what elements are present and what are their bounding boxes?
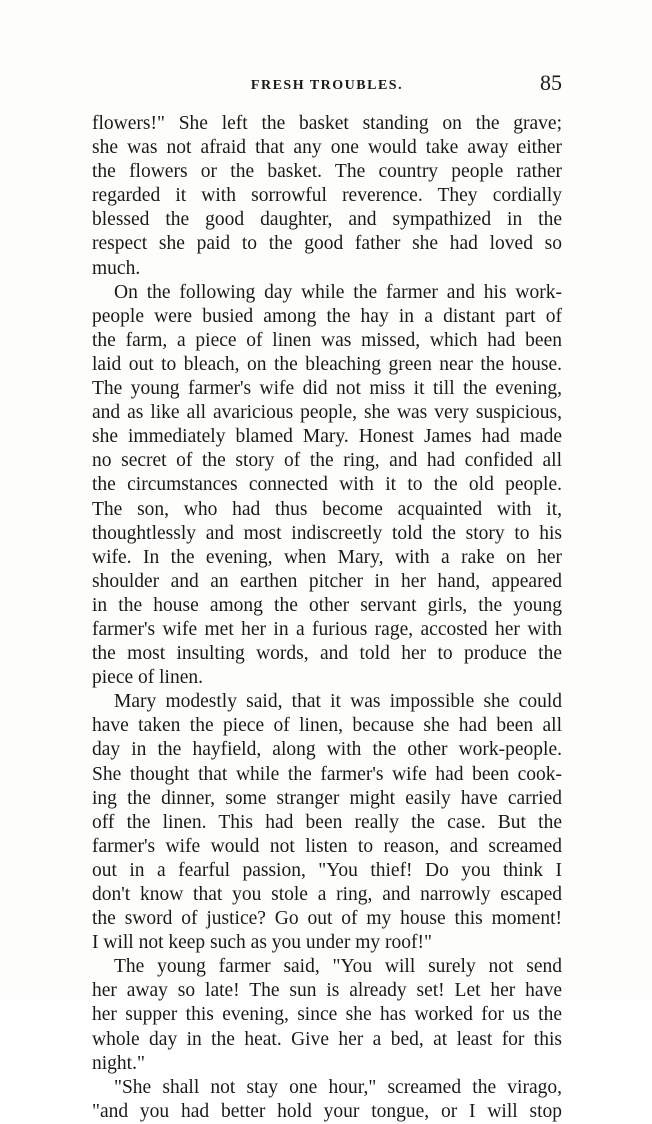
text-line: On the following day while the farmer and his work- (114, 281, 562, 303)
page-header (92, 70, 562, 96)
text-line: The young farmer said, "You will surely not send (114, 956, 562, 978)
text-line: thoughtlessly and most indiscreetly told the story to his (92, 522, 562, 544)
text-line: regarded it with sorrowful reverence. They cordially (92, 185, 562, 207)
text-line: She thought that while the farmer's wife had been cook- (92, 763, 562, 785)
text-line: she immediately blamed Mary. Honest James had made (92, 426, 562, 448)
text-line: The son, who had thus become acquainted with it, (92, 498, 562, 520)
text-line: the flowers or the basket. The country people rather (92, 161, 562, 183)
paragraph (92, 281, 562, 691)
text-line: I will not keep such as you under my roof!" (92, 932, 432, 954)
running-head: FRESH TROUBLES. (250, 78, 404, 93)
text-line: wife. In the evening, when Mary, with a rake on her (92, 546, 562, 568)
text-line: people were busied among the hay in a distant part of (92, 305, 562, 327)
text-line: respect she paid to the good father she had loved so (92, 233, 562, 255)
text-line: blessed the good daughter, and sympathized in the (92, 209, 562, 231)
text-line: no secret of the story of the ring, and had confided all (92, 450, 562, 472)
text-line: don't know that you stole a ring, and narrowly escaped (92, 884, 562, 905)
text-line: much. (92, 257, 141, 279)
text-line: out in a fearful passion, "You thief! Do you think I (92, 859, 562, 881)
text-line: The young farmer's wife did not miss it till the evening, (92, 378, 562, 400)
paragraph (92, 690, 562, 955)
text-line: whole day in the heat. Give her a bed, at least for this (92, 1028, 562, 1050)
body-text (92, 112, 562, 1124)
paragraph (92, 955, 562, 1075)
paragraph (92, 112, 562, 281)
text-line: farmer's wife would not listen to reason, and screamed (92, 835, 562, 857)
paragraph (92, 1076, 562, 1124)
text-line: shoulder and an earthen pitcher in her hand, appeared (92, 570, 562, 592)
page-number: 85 (540, 70, 562, 95)
text-line: her away so late! The sun is already set! Let her have (92, 980, 562, 1002)
text-line: farmer's wife met her in a furious rage, accosted her with (92, 618, 562, 640)
text-line: the sword of justice? Go out of my house this moment! (92, 908, 562, 930)
text-line: off the linen. This had been really the case. But the (92, 811, 562, 833)
text-line: she was not afraid that any one would take away either (92, 137, 562, 159)
text-line: have taken the piece of linen, because she had been all (92, 715, 562, 737)
text-line: the farm, a piece of linen was missed, which had been (92, 329, 562, 351)
text-line: in the house among the other servant girls, the young (92, 594, 562, 616)
text-line: and as like all avaricious people, she was very suspicious, (92, 402, 562, 424)
text-line: the circumstances connected with it to the old people. (92, 474, 562, 496)
text-line: "She shall not stay one hour," screamed the virago, (114, 1076, 562, 1098)
text-line: night." (92, 1052, 145, 1074)
text-line: piece of linen. (92, 667, 203, 689)
text-line: day in the hayfield, along with the other work-people. (92, 739, 562, 761)
text-line: "and you had better hold your tongue, or I will stop (92, 1100, 562, 1122)
text-line: the most insulting words, and told her to produce the (92, 643, 562, 665)
text-line: laid out to bleach, on the bleaching green near the house. (92, 353, 562, 375)
text-line: her supper this evening, since she has worked for us the (92, 1004, 562, 1026)
text-line: flowers!" She left the basket standing on the grave; (92, 113, 562, 134)
text-line: Mary modestly said, that it was impossible she could (114, 691, 562, 713)
text-line: ing the dinner, some stranger might easily have carried (92, 787, 562, 809)
